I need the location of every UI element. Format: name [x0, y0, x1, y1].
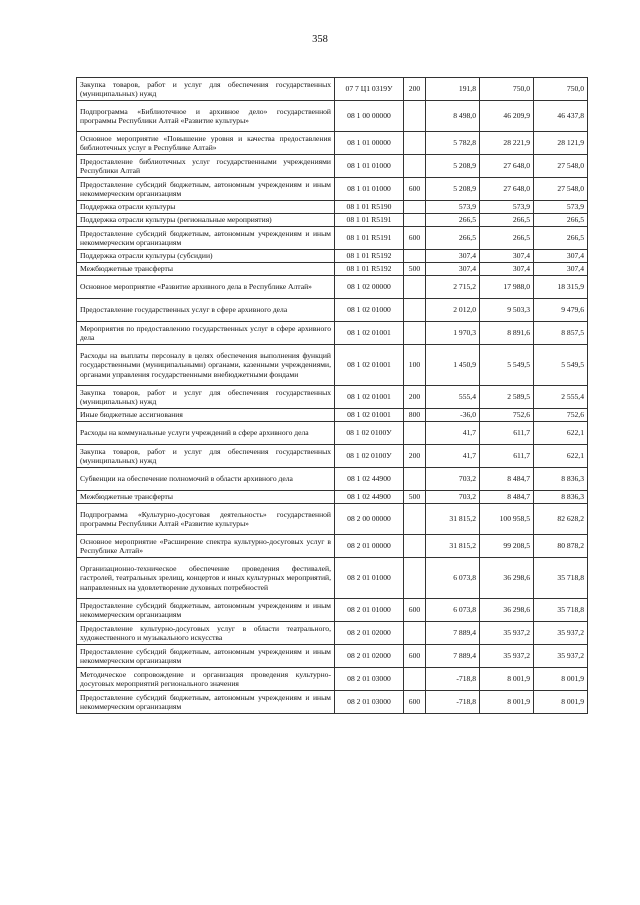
amount-1: 31 815,2	[426, 504, 480, 535]
amount-1: 2 012,0	[426, 299, 480, 322]
expense-type: 200	[404, 445, 426, 468]
table-row	[77, 691, 588, 714]
amount-3: 8 836,3	[534, 468, 588, 491]
table-row	[77, 322, 588, 345]
target-code: 08 1 02 01001	[335, 345, 404, 386]
expense-type: 600	[404, 691, 426, 714]
target-code: 08 2 01 00000	[335, 535, 404, 558]
amount-1: 191,8	[426, 78, 480, 101]
table-row	[77, 445, 588, 468]
amount-1: 7 889,4	[426, 645, 480, 668]
target-code: 08 1 01 R5191	[335, 227, 404, 250]
item-name: Закупка товаров, работ и услуг для обеспечения государственных (муниципальных) нужд	[77, 386, 335, 409]
amount-1: -36,0	[426, 409, 480, 422]
amount-2: 100 958,5	[480, 504, 534, 535]
item-name: Предоставление библиотечных услуг государственными учреждениями Республики Алтай	[77, 155, 335, 178]
item-name: Методическое сопровождение и организация проведения культурно-досуговых мероприятий регионального значения	[77, 668, 335, 691]
amount-3: 266,5	[534, 214, 588, 227]
item-name: Межбюджетные трансферты	[77, 491, 335, 504]
target-code: 08 1 02 01001	[335, 322, 404, 345]
amount-2: 35 937,2	[480, 645, 534, 668]
table-row	[77, 250, 588, 263]
amount-1: 8 498,0	[426, 101, 480, 132]
amount-3: 35 937,2	[534, 645, 588, 668]
amount-2: 8 484,7	[480, 468, 534, 491]
amount-1: 7 889,4	[426, 622, 480, 645]
amount-2: 27 648,0	[480, 178, 534, 201]
item-name: Мероприятия по предоставлению государственных услуг в сфере архивного дела	[77, 322, 335, 345]
expense-type	[404, 276, 426, 299]
amount-3: 46 437,8	[534, 101, 588, 132]
table-row	[77, 645, 588, 668]
item-name: Межбюджетные трансферты	[77, 263, 335, 276]
amount-2: 36 298,6	[480, 558, 534, 599]
amount-2: 2 589,5	[480, 386, 534, 409]
amount-3: 35 937,2	[534, 622, 588, 645]
item-name: Подпрограмма «Библиотечное и архивное дело» государственной программы Республики Алтай «Развитие культуры»	[77, 101, 335, 132]
expense-type: 100	[404, 345, 426, 386]
amount-3: 35 718,8	[534, 599, 588, 622]
target-code: 08 2 01 02000	[335, 622, 404, 645]
item-name: Поддержка отрасли культуры (субсидии)	[77, 250, 335, 263]
amount-3: 27 548,0	[534, 155, 588, 178]
amount-3: 573,9	[534, 201, 588, 214]
table-row	[77, 668, 588, 691]
amount-3: 8 001,9	[534, 668, 588, 691]
amount-3: 266,5	[534, 227, 588, 250]
item-name: Предоставление субсидий бюджетным, автономным учреждениям и иным некоммерческим организациям	[77, 599, 335, 622]
target-code: 08 1 02 00000	[335, 276, 404, 299]
target-code: 07 7 Ц1 0319У	[335, 78, 404, 101]
item-name: Закупка товаров, работ и услуг для обеспечения государственных (муниципальных) нужд	[77, 78, 335, 101]
amount-1: 573,9	[426, 201, 480, 214]
target-code: 08 2 01 03000	[335, 668, 404, 691]
expense-type	[404, 214, 426, 227]
amount-2: 17 988,0	[480, 276, 534, 299]
expense-type	[404, 101, 426, 132]
amount-2: 266,5	[480, 227, 534, 250]
amount-2: 611,7	[480, 422, 534, 445]
amount-1: -718,8	[426, 691, 480, 714]
item-name: Субвенции на обеспечение полномочий в области архивного дела	[77, 468, 335, 491]
amount-1: 1 450,9	[426, 345, 480, 386]
target-code: 08 1 00 00000	[335, 101, 404, 132]
table-row	[77, 558, 588, 599]
table-row	[77, 155, 588, 178]
item-name: Закупка товаров, работ и услуг для обеспечения государственных (муниципальных) нужд	[77, 445, 335, 468]
expense-type: 800	[404, 409, 426, 422]
amount-3: 750,0	[534, 78, 588, 101]
target-code: 08 1 01 01000	[335, 155, 404, 178]
amount-3: 622,1	[534, 445, 588, 468]
amount-1: 1 970,3	[426, 322, 480, 345]
expense-type	[404, 668, 426, 691]
amount-3: 80 878,2	[534, 535, 588, 558]
amount-1: 31 815,2	[426, 535, 480, 558]
amount-2: 750,0	[480, 78, 534, 101]
table-row	[77, 468, 588, 491]
amount-1: 41,7	[426, 445, 480, 468]
amount-1: 6 073,8	[426, 599, 480, 622]
expense-type	[404, 558, 426, 599]
amount-1: 5 782,8	[426, 132, 480, 155]
amount-1: 6 073,8	[426, 558, 480, 599]
item-name: Поддержка отрасли культуры (региональные мероприятия)	[77, 214, 335, 227]
expense-type	[404, 201, 426, 214]
amount-3: 2 555,4	[534, 386, 588, 409]
table-row	[77, 178, 588, 201]
table-row	[77, 132, 588, 155]
amount-2: 8 484,7	[480, 491, 534, 504]
amount-1: 703,2	[426, 468, 480, 491]
amount-2: 266,5	[480, 214, 534, 227]
amount-1: 307,4	[426, 250, 480, 263]
item-name: Иные бюджетные ассигнования	[77, 409, 335, 422]
table-row	[77, 101, 588, 132]
expense-type	[404, 155, 426, 178]
amount-2: 46 209,9	[480, 101, 534, 132]
table-row	[77, 535, 588, 558]
item-name: Подпрограмма «Культурно-досуговая деятельность» государственной программы Республики Алтай «Развитие культуры»	[77, 504, 335, 535]
amount-2: 752,6	[480, 409, 534, 422]
table-row	[77, 622, 588, 645]
item-name: Предоставление государственных услуг в сфере архивного дела	[77, 299, 335, 322]
item-name: Расходы на выплаты персоналу в целях обеспечения выполнения функций государственными (муниципальными) органами, казенными учреждениями, органами управления государственными внебюджетными фондами	[77, 345, 335, 386]
target-code: 08 2 01 02000	[335, 645, 404, 668]
amount-3: 752,6	[534, 409, 588, 422]
table-row	[77, 599, 588, 622]
expense-type	[404, 299, 426, 322]
item-name: Основное мероприятие «Повышение уровня и качества предоставления библиотечных услуг в Республике Алтай»	[77, 132, 335, 155]
table-row	[77, 345, 588, 386]
item-name: Предоставление субсидий бюджетным, автономным учреждениям и иным некоммерческим организациям	[77, 178, 335, 201]
amount-1: 5 208,9	[426, 155, 480, 178]
expense-type	[404, 422, 426, 445]
amount-1: 5 208,9	[426, 178, 480, 201]
item-name: Предоставление субсидий бюджетным, автономным учреждениям и иным некоммерческим организациям	[77, 227, 335, 250]
target-code: 08 2 01 01000	[335, 599, 404, 622]
target-code: 08 2 01 01000	[335, 558, 404, 599]
amount-3: 8 001,9	[534, 691, 588, 714]
table-row	[77, 276, 588, 299]
target-code: 08 1 02 0100У	[335, 422, 404, 445]
amount-3: 35 718,8	[534, 558, 588, 599]
table-row	[77, 422, 588, 445]
table-row	[77, 201, 588, 214]
amount-3: 8 857,5	[534, 322, 588, 345]
amount-2: 36 298,6	[480, 599, 534, 622]
amount-2: 611,7	[480, 445, 534, 468]
amount-1: -718,8	[426, 668, 480, 691]
amount-3: 82 628,2	[534, 504, 588, 535]
amount-3: 622,1	[534, 422, 588, 445]
amount-2: 99 208,5	[480, 535, 534, 558]
item-name: Организационно-техническое обеспечение проведения фестивалей, гастролей, театральных зрелищ, концертов и иных культурных мероприятий, направленных на удовлетворение духовных потребностей	[77, 558, 335, 599]
target-code: 08 2 00 00000	[335, 504, 404, 535]
page-number: 358	[312, 34, 328, 45]
item-name: Расходы на коммунальные услуги учреждений в сфере архивного дела	[77, 422, 335, 445]
table-row	[77, 299, 588, 322]
amount-1: 2 715,2	[426, 276, 480, 299]
target-code: 08 1 02 0100У	[335, 445, 404, 468]
expense-type	[404, 468, 426, 491]
amount-3: 307,4	[534, 263, 588, 276]
budget-table	[76, 77, 588, 714]
amount-2: 27 648,0	[480, 155, 534, 178]
table-row	[77, 386, 588, 409]
target-code: 08 1 02 01001	[335, 409, 404, 422]
expense-type: 500	[404, 491, 426, 504]
table-row	[77, 263, 588, 276]
expense-type	[404, 535, 426, 558]
expense-type: 600	[404, 599, 426, 622]
expense-type	[404, 322, 426, 345]
amount-1: 266,5	[426, 214, 480, 227]
amount-2: 8 891,6	[480, 322, 534, 345]
amount-3: 27 548,0	[534, 178, 588, 201]
target-code: 08 1 01 R5192	[335, 263, 404, 276]
target-code: 08 1 02 01001	[335, 386, 404, 409]
expense-type	[404, 250, 426, 263]
amount-1: 41,7	[426, 422, 480, 445]
item-name: Предоставление субсидий бюджетным, автономным учреждениям и иным некоммерческим организациям	[77, 645, 335, 668]
amount-1: 703,2	[426, 491, 480, 504]
table-row	[77, 491, 588, 504]
amount-3: 28 121,9	[534, 132, 588, 155]
amount-2: 28 221,9	[480, 132, 534, 155]
table-row	[77, 78, 588, 101]
amount-2: 8 001,9	[480, 668, 534, 691]
amount-2: 8 001,9	[480, 691, 534, 714]
amount-3: 5 549,5	[534, 345, 588, 386]
amount-2: 307,4	[480, 263, 534, 276]
target-code: 08 1 02 44900	[335, 491, 404, 504]
amount-2: 573,9	[480, 201, 534, 214]
expense-type: 600	[404, 178, 426, 201]
item-name: Предоставление субсидий бюджетным, автономным учреждениям и иным некоммерческим организациям	[77, 691, 335, 714]
amount-1: 555,4	[426, 386, 480, 409]
expense-type	[404, 504, 426, 535]
amount-2: 307,4	[480, 250, 534, 263]
table-row	[77, 504, 588, 535]
table-row	[77, 409, 588, 422]
amount-1: 266,5	[426, 227, 480, 250]
budget-table-body	[77, 78, 588, 714]
expense-type: 600	[404, 645, 426, 668]
target-code: 08 1 01 R5190	[335, 201, 404, 214]
expense-type: 600	[404, 227, 426, 250]
item-name: Основное мероприятие «Расширение спектра культурно-досуговых услуг в Республике Алтай»	[77, 535, 335, 558]
target-code: 08 1 01 00000	[335, 132, 404, 155]
amount-2: 5 549,5	[480, 345, 534, 386]
target-code: 08 1 02 01000	[335, 299, 404, 322]
target-code: 08 1 01 R5191	[335, 214, 404, 227]
expense-type: 200	[404, 78, 426, 101]
table-row	[77, 227, 588, 250]
amount-3: 8 836,3	[534, 491, 588, 504]
target-code: 08 1 01 01000	[335, 178, 404, 201]
amount-1: 307,4	[426, 263, 480, 276]
target-code: 08 1 02 44900	[335, 468, 404, 491]
target-code: 08 2 01 03000	[335, 691, 404, 714]
item-name: Основное мероприятие «Развитие архивного дела в Республике Алтай»	[77, 276, 335, 299]
amount-3: 307,4	[534, 250, 588, 263]
table-row	[77, 214, 588, 227]
target-code: 08 1 01 R5192	[335, 250, 404, 263]
expense-type: 200	[404, 386, 426, 409]
amount-3: 9 479,6	[534, 299, 588, 322]
item-name: Поддержка отрасли культуры	[77, 201, 335, 214]
amount-2: 9 503,3	[480, 299, 534, 322]
expense-type	[404, 622, 426, 645]
expense-type: 500	[404, 263, 426, 276]
amount-2: 35 937,2	[480, 622, 534, 645]
amount-3: 18 315,9	[534, 276, 588, 299]
expense-type	[404, 132, 426, 155]
item-name: Предоставление культурно-досуговых услуг в области театрального, художественного и музыкального искусства	[77, 622, 335, 645]
